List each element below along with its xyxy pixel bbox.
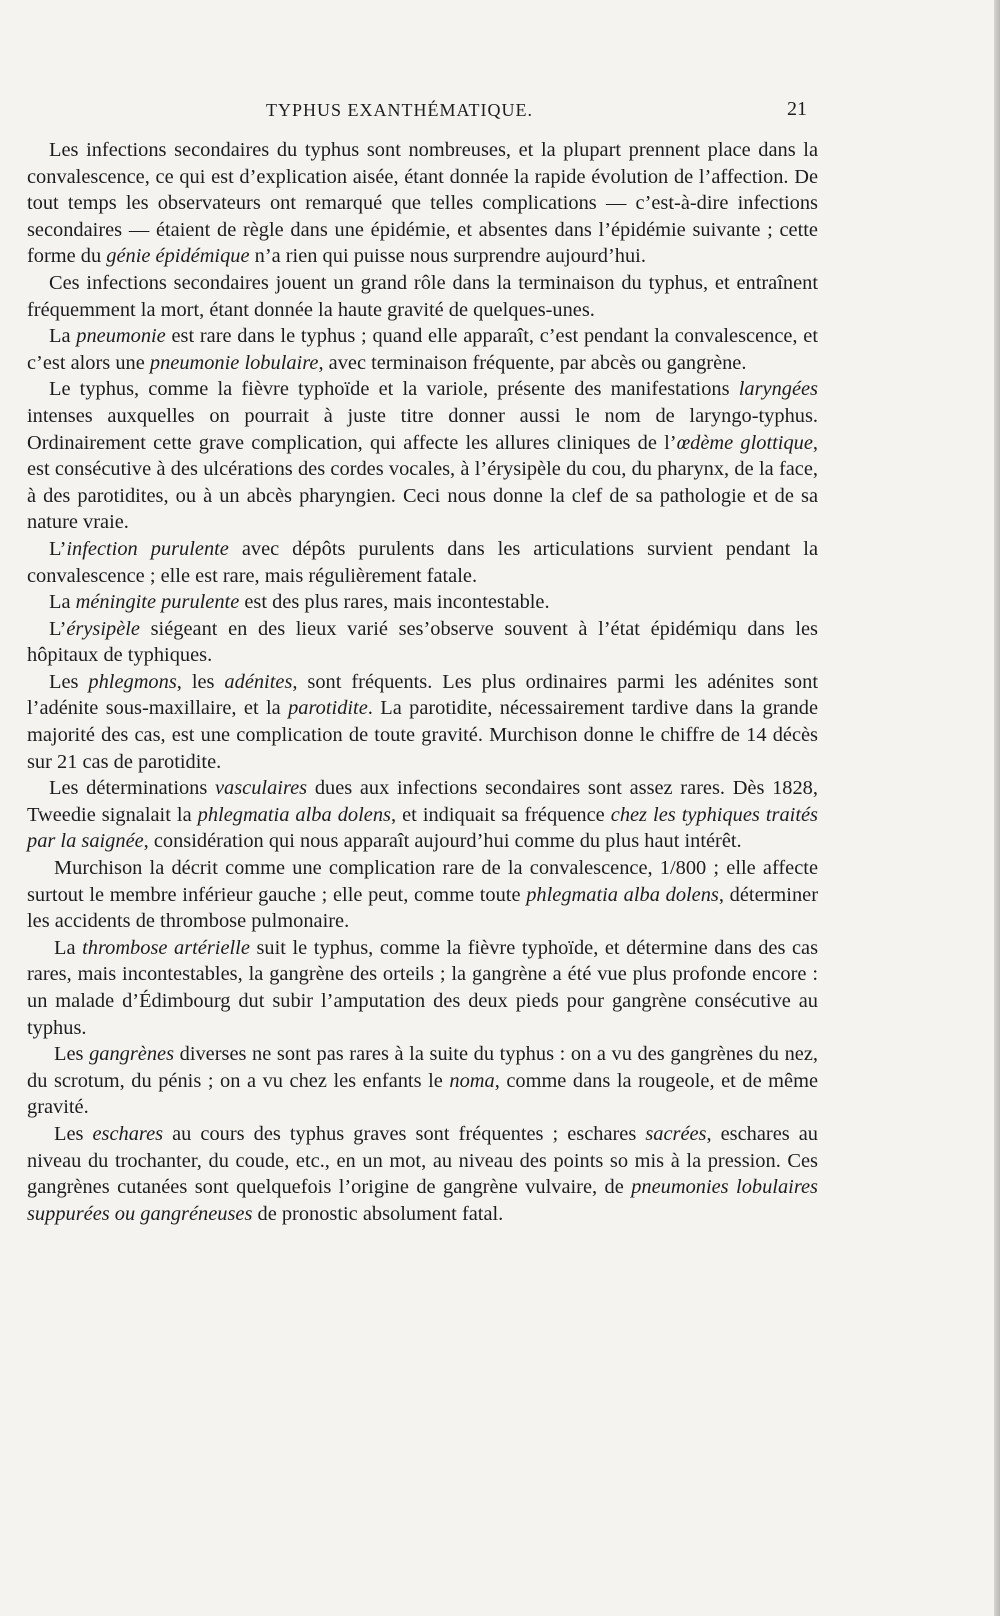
text-run: est rare dans le typhus ; quand elle apparaît, c’est pendant la convalescence, et c’est alors une <box>27 325 818 374</box>
text-run: , eschares au niveau du trochanter, du coude, etc., en un mot, au niveau des points so mis à la pression. Ces gangrènes cutanées sont quelquefois l’origine de gangrène vulvaire, de <box>27 1122 818 1199</box>
text-run: Ces infections secondaires jouent un grand rôle dans la terminaison du typhus, et entraînent fréquemment la mort, étant donnée la haute gravité de quelques-unes. <box>27 271 818 321</box>
text-run: siégeant en des lieux varié ses’observe souvent à l’état épidémiqu dans les hôpitaux de typhiques. <box>27 617 818 667</box>
italic-term: parotidite <box>288 697 368 720</box>
text-run: au cours des typhus graves sont fréquentes ; eschares <box>163 1122 646 1145</box>
text-run: La <box>54 936 83 959</box>
body-text <box>27 137 818 1227</box>
text-run: , comme dans la rougeole, et de même gravité. <box>27 1069 818 1119</box>
page-edge <box>994 0 1000 1616</box>
paragraph <box>27 775 818 855</box>
paragraph <box>27 935 818 1041</box>
text-run: Les infections secondaires du typhus sont nombreuses, et la plupart prennent place dans la convalescence, ce qui est d’explication aisée, étant donnée la rapide évolution de l’affection. De tout temps les observateurs ont remarqué que telles complications — c’est-à-dire infections secondaires — étaient de règle dans une épidémie, et absentes dans l’épidémie suivante ; cette forme du <box>27 139 818 268</box>
paragraph <box>27 376 818 536</box>
text-run: , sont fréquents. Les plus ordinaires parmi les adénites sont l’adénite sous-maxillaire, et la <box>27 670 818 720</box>
italic-term: phlegmatia alba dolens <box>197 803 391 826</box>
paragraph <box>27 536 818 589</box>
paragraph <box>27 1041 818 1121</box>
text-run: La <box>49 591 76 614</box>
italic-term: vasculaires <box>215 777 308 800</box>
italic-term: infection purulente <box>66 537 229 560</box>
paragraph <box>27 855 818 935</box>
text-run: , déterminer les accidents de thrombose pulmonaire. <box>27 883 818 933</box>
paragraph <box>27 669 818 775</box>
italic-term: sacrées <box>645 1122 707 1145</box>
text-run: intenses auxquelles on pourrait à juste titre donner aussi le nom de laryngo-typhus. Ordinairement cette grave complication, qui affecte les allures cliniques de l’ <box>27 404 818 454</box>
text-run: Murchison la décrit comme une complication rare de la convalescence, 1/800 ; elle affecte surtout le membre inférieur gauche ; elle peut, comme toute <box>27 857 818 906</box>
text-run: Le typhus, comme la fièvre typhoïde et la variole, présente des manifestations <box>49 378 739 401</box>
italic-term: phlegmons <box>88 670 177 693</box>
text-run: diverses ne sont pas rares à la suite du typhus : on a vu des gangrènes du nez, du scrotum, du pénis ; on a vu chez les enfants le <box>27 1043 819 1092</box>
paragraph <box>27 616 818 669</box>
italic-term: génie épidémique <box>106 245 250 268</box>
page-header <box>0 100 1000 130</box>
text-run: Les déterminations <box>49 777 215 800</box>
italic-term: pneumonie <box>76 325 166 348</box>
text-run: La <box>49 325 77 348</box>
text-run: suit le typhus, comme la fièvre typhoïde, et détermine dans des cas rares, mais incontestables, la gangrène des orteils ; la gangrène a été vue plus profonde encore : un malade d’Édimbourg dut subir l’amputation des deux pieds pour gangrène consécutive au typhus. <box>27 936 819 1039</box>
italic-term: érysipèle <box>66 617 140 640</box>
text-run: , considération qui nous apparaît aujourd’hui comme du plus haut intérêt. <box>143 830 742 853</box>
italic-term: thrombose artérielle <box>82 936 250 959</box>
text-run: Les <box>54 1043 90 1066</box>
italic-term: chez les typhiques traités par la saignée <box>27 803 818 853</box>
paragraph <box>27 589 818 616</box>
paragraph <box>27 137 818 270</box>
text-run: de pronostic absolument fatal. <box>252 1202 504 1225</box>
text-run: , et indiquait sa fréquence <box>390 803 611 826</box>
paragraph <box>27 1121 818 1227</box>
text-run: , est consécutive à des ulcérations des cordes vocales, à l’érysipèle du cou, du pharynx, de la face, à des parotidites, ou à un abcès pharyngien. Ceci nous donne la clef de sa pathologie et de sa nature vraie. <box>27 431 818 534</box>
page-number: 21 <box>787 98 807 120</box>
italic-term: phlegmatia alba dolens <box>526 883 719 906</box>
text-run: , les <box>176 670 225 693</box>
text-run: L’ <box>49 537 67 560</box>
italic-term: gangrènes <box>89 1043 175 1066</box>
text-run: Les <box>49 670 89 693</box>
italic-term: adénites <box>224 670 293 693</box>
italic-term: eschares <box>92 1122 164 1145</box>
text-run: n’a rien qui puisse nous surprendre aujourd’hui. <box>249 245 646 268</box>
text-run: Les <box>54 1122 93 1145</box>
running-title: TYPHUS EXANTHÉMATIQUE. <box>266 100 533 120</box>
text-run: est des plus rares, mais incontestable. <box>239 591 550 614</box>
italic-term: noma <box>449 1069 495 1092</box>
text-run: , avec terminaison fréquente, par abcès ou gangrène. <box>318 351 747 374</box>
text-run: L’ <box>49 617 67 640</box>
italic-term: pneumonies lobulaires suppurées ou gangréneuses <box>27 1176 818 1225</box>
italic-term: œdème glottique <box>676 431 813 454</box>
text-run: avec dépôts purulents dans les articulations survient pendant la convalescence ; elle est rare, mais régulièrement fatale. <box>27 537 818 587</box>
italic-term: méningite purulente <box>75 591 240 614</box>
italic-term: laryngées <box>738 378 818 401</box>
italic-term: pneumonie lobulaire <box>149 351 319 374</box>
paragraph <box>27 270 818 323</box>
text-run: dues aux infections secondaires sont assez rares. Dès 1828, Tweedie signalait la <box>27 777 818 826</box>
text-run: . La parotidite, nécessairement tardive dans la grande majorité des cas, est une complication de toute gravité. Murchison donne le chiffre de 14 décès sur 21 cas de parotidite. <box>27 697 818 773</box>
paragraph <box>27 323 818 376</box>
